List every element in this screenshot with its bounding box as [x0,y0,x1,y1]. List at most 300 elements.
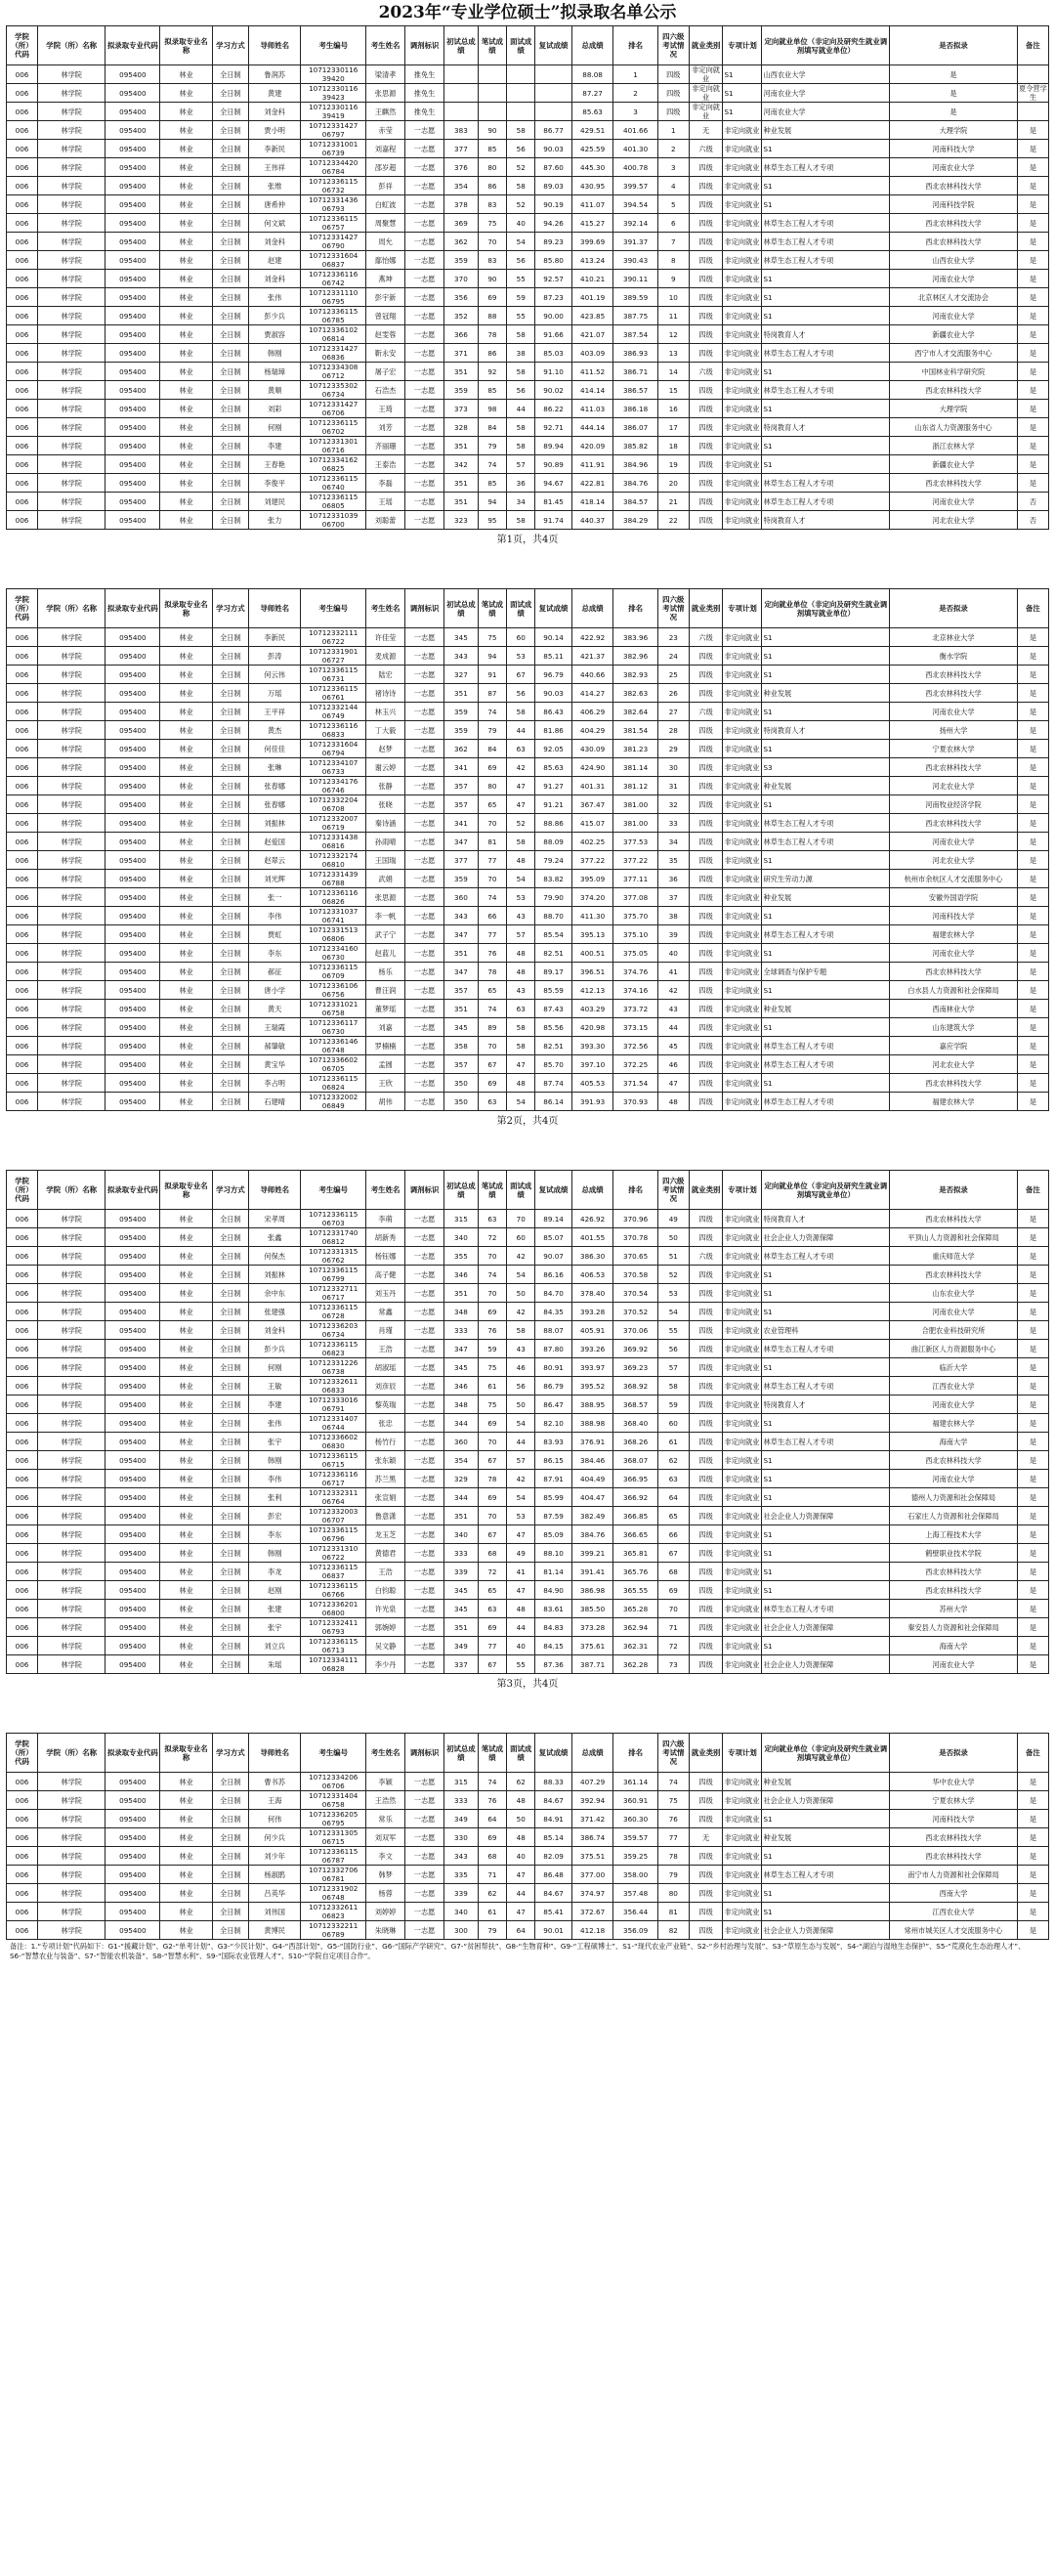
table-cell: 63 [507,740,535,758]
table-cell: 10712333016 06791 [301,1395,366,1414]
table-cell: 406.53 [571,1266,613,1284]
table-cell: 006 [7,511,38,530]
table-cell: 林业 [160,888,212,907]
table-cell: 59 [507,288,535,307]
table-cell: 86 [478,177,506,195]
table-cell: 31 [657,777,689,795]
table-cell: 412.13 [571,981,613,1000]
table-cell: 林业 [160,400,212,418]
table-cell: 四级 [689,493,723,511]
table-cell: 四级 [689,1903,723,1921]
table-cell: 河南科技学院 [890,195,1018,214]
table-cell: S1 [762,1488,890,1507]
table-cell: 69 [478,758,506,777]
table-cell: 74 [478,703,506,721]
table-cell: 四级 [689,1544,723,1563]
table-cell: 一志愿 [405,140,444,158]
table-cell: 53 [507,888,535,907]
table-cell: 366 [444,325,479,344]
table-cell: 林学院 [38,307,106,325]
table-cell: 林业 [160,251,212,270]
table-cell: 28 [657,721,689,740]
table-cell: 006 [7,1266,38,1284]
column-header: 是否拟录 [890,589,1018,628]
table-cell: 095400 [106,1791,160,1810]
table-cell: 全日制 [212,1618,248,1637]
table-cell: 常州市城关区人才交流服务中心 [890,1921,1018,1940]
table-cell: 河南农业大学 [890,493,1018,511]
table-cell: 351 [444,474,479,493]
table-cell: 57 [657,1358,689,1377]
table-cell: 345 [444,628,479,647]
table-cell: 400.51 [571,944,613,963]
table-cell: 非定向就业 [723,474,762,493]
table-cell: 一志愿 [405,1451,444,1470]
table-cell: 47 [507,1866,535,1884]
table-cell: 一志愿 [405,474,444,493]
table-cell: 四级 [689,474,723,493]
table-cell: 095400 [106,251,160,270]
table-cell: 林业 [160,84,212,103]
table-cell: 371.54 [613,1074,657,1093]
table-cell: 341 [444,758,479,777]
table-cell: 非定向就业 [723,1228,762,1247]
table-cell: 河南科技大学 [890,140,1018,158]
table-cell: 非定向就业 [723,455,762,474]
table-cell: S1 [762,1525,890,1544]
table-cell: 10712336115 06761 [301,684,366,703]
table-row [7,1470,1049,1488]
table-cell: 四级 [689,944,723,963]
table-cell: 非定向就业 [723,981,762,1000]
table-cell: 林业 [160,740,212,758]
table-cell: 林学院 [38,1791,106,1810]
table-cell: 四级 [689,1655,723,1674]
table-cell: 刘玉丹 [366,1284,405,1303]
table-row [7,907,1049,925]
table-cell: 377.22 [613,851,657,870]
table-cell: 87.23 [535,288,571,307]
table-cell: 一志愿 [405,1266,444,1284]
table-cell: 林学院 [38,944,106,963]
table-cell: 10712334162 06825 [301,455,366,474]
table-cell: 林学院 [38,1525,106,1544]
table-cell: 10712331037 06741 [301,907,366,925]
table-cell: 白钧聪 [366,1581,405,1600]
table-cell: 全日制 [212,307,248,325]
table-cell: 西北农林科技大学 [890,1210,1018,1228]
table-cell: 四级 [657,103,689,121]
table-cell: 林业 [160,1000,212,1018]
table-cell: 85.07 [535,1228,571,1247]
table-cell: 海南大学 [890,1433,1018,1451]
table-cell: 林草生态工程人才专项 [762,1600,890,1618]
table-cell: 是 [1017,1655,1048,1674]
table-cell: 83 [478,251,506,270]
table-cell: 林学院 [38,1637,106,1655]
table-cell: 非定向就业 [723,1581,762,1600]
table-cell: 10712331436 06793 [301,195,366,214]
table-cell: 刘光辉 [249,870,301,888]
table-cell: 89.14 [535,1210,571,1228]
table-cell: 87.74 [535,1074,571,1093]
column-header: 学习方式 [212,26,248,65]
table-cell: 是 [1017,474,1048,493]
table-cell: 林学院 [38,833,106,851]
table-cell: 王麒然 [366,103,405,121]
table-cell: 林学院 [38,103,106,121]
table-cell: 宋孝周 [249,1210,301,1228]
table-cell: 84.70 [535,1284,571,1303]
table-cell: 78 [478,963,506,981]
table-cell: 69 [478,288,506,307]
table-cell: 095400 [106,325,160,344]
table-cell: 369.23 [613,1358,657,1377]
table-cell: S1 [762,195,890,214]
table-cell: 全日制 [212,493,248,511]
table-cell: 林业 [160,1563,212,1581]
table-cell: 四级 [689,1210,723,1228]
table-cell: 58 [507,363,535,381]
table-cell: 林业 [160,418,212,437]
table-cell: 非定向就业 [723,1847,762,1866]
table-cell: 林学院 [38,963,106,981]
table-cell: 河南科技大学 [890,1810,1018,1828]
table-cell: 刘婷婷 [366,1903,405,1921]
table-cell: 西北农林科技大学 [890,1828,1018,1847]
table-cell: 四级 [689,455,723,474]
table-cell: 81.86 [535,721,571,740]
table-cell: 006 [7,84,38,103]
table-cell: 397.10 [571,1055,613,1074]
table-cell: 林业 [160,158,212,177]
table-cell: 429.51 [571,121,613,140]
table-cell: 六级 [689,703,723,721]
table-cell: 是 [1017,1488,1048,1507]
table-cell: 75 [657,1791,689,1810]
table-cell: 374.16 [613,981,657,1000]
table-cell: 35 [657,851,689,870]
table-cell: 422.81 [571,474,613,493]
table-cell: 杨瑞璋 [249,363,301,381]
table-cell: 社会企业人力资源保障 [762,1791,890,1810]
table-cell: 李东 [249,1525,301,1544]
table-cell: 安徽外国语学院 [890,888,1018,907]
table-cell: 006 [7,1470,38,1488]
table-cell: 是 [1017,1340,1048,1358]
table-cell: 是 [1017,740,1048,758]
table-cell: 是 [1017,1773,1048,1791]
table-cell: 8 [657,251,689,270]
table-cell: 78 [657,1847,689,1866]
table-cell: 四级 [689,1074,723,1093]
table-cell: 006 [7,1507,38,1525]
page-gap [0,1696,1055,1733]
table-cell: 西北农林科技大学 [890,1266,1018,1284]
table-cell: 426.92 [571,1210,613,1228]
table-cell: 351 [444,437,479,455]
table-cell: 006 [7,363,38,381]
table-cell: 胡伟 [366,1093,405,1111]
table-cell: 347 [444,963,479,981]
table-cell: 095400 [106,1037,160,1055]
document-title: 2023年“专业学位硕士”拟录取名单公示 [378,3,677,22]
table-cell: 大理学院 [890,400,1018,418]
table-cell: 80 [657,1884,689,1903]
table-cell: 西北农林科技大学 [890,1847,1018,1866]
table-cell: 10712336602 06830 [301,1433,366,1451]
table-cell: 李颖 [366,1773,405,1791]
table-cell: 94.26 [535,214,571,233]
table-cell: 90.01 [535,1921,571,1940]
table-cell: 孙雨晴 [366,833,405,851]
table-cell: 是 [1017,1866,1048,1884]
table-cell: 361.14 [613,1773,657,1791]
table-cell: 是 [1017,758,1048,777]
table-cell: 52 [657,1266,689,1284]
table-cell: 刘双军 [366,1828,405,1847]
table-cell: 362 [444,740,479,758]
table-cell: 67 [478,1655,506,1674]
table-cell: 全日制 [212,233,248,251]
table-row [7,84,1049,103]
table-cell: 是 [1017,1847,1048,1866]
table-cell: 48 [657,1093,689,1111]
table-row [7,814,1049,833]
table-cell: 扬州大学 [890,721,1018,740]
table-cell: 是 [1017,363,1048,381]
table-cell: 10712336115 06731 [301,665,366,684]
table-cell: 四级 [689,381,723,400]
table-cell: 006 [7,1377,38,1395]
table-cell [478,103,506,121]
table-cell: 一志愿 [405,1321,444,1340]
table-cell: 401.66 [613,121,657,140]
table-cell: 全日制 [212,833,248,851]
pages-container [0,25,1055,1963]
table-row [7,1340,1049,1358]
table-cell: 351 [444,363,479,381]
table-cell: 张伟 [249,1414,301,1433]
table-cell: 非定向就业 [689,65,723,84]
table-cell: 006 [7,1544,38,1563]
table-cell: 一志愿 [405,740,444,758]
table-cell: 10712336115 06732 [301,177,366,195]
table-cell: 林学院 [38,758,106,777]
table-cell: 非定向就业 [723,400,762,418]
table-cell: 401.55 [571,1228,613,1247]
table-cell: 10712336115 06728 [301,1303,366,1321]
table-cell: 329 [444,1470,479,1488]
table-cell: 张宇 [249,1618,301,1637]
column-header: 是否拟录 [890,26,1018,65]
table-cell: 85 [478,381,506,400]
table-cell: 一志愿 [405,1358,444,1377]
table-row [7,833,1049,851]
table-cell: 一志愿 [405,121,444,140]
table-cell: 是 [1017,814,1048,833]
table-cell: 411.07 [571,195,613,214]
table-cell: 095400 [106,1488,160,1507]
table-cell: 55 [657,1321,689,1340]
table-cell: 10712331740 06812 [301,1228,366,1247]
table-cell: 76 [657,1810,689,1828]
table-cell: 新疆农业大学 [890,325,1018,344]
table-cell: 381.00 [613,814,657,833]
table-cell: 林学院 [38,1507,106,1525]
table-cell: 张一 [249,888,301,907]
table-cell: 非定向就业 [723,1000,762,1018]
table-cell: 006 [7,944,38,963]
table-cell: 非定向就业 [723,1866,762,1884]
table-cell: 何云伟 [249,665,301,684]
column-header: 学习方式 [212,1734,248,1773]
table-cell: 395.13 [571,925,613,944]
table-row [7,177,1049,195]
table-row [7,795,1049,814]
table-cell: 40 [507,1637,535,1655]
table-cell: 74 [478,1266,506,1284]
table-cell: 一志愿 [405,233,444,251]
table-cell: 333 [444,1321,479,1340]
table-cell: 一志愿 [405,963,444,981]
table-cell: 全日制 [212,1828,248,1847]
table-cell: 368.92 [613,1377,657,1395]
table-cell: 重庆师范大学 [890,1247,1018,1266]
table-cell: 全日制 [212,511,248,530]
table-cell: 10712336115 06805 [301,493,366,511]
column-header: 导师姓名 [249,26,301,65]
table-cell: S1 [762,437,890,455]
table-cell: 非定向就业 [723,1618,762,1637]
table-cell: 006 [7,1055,38,1074]
table-cell: S1 [762,1414,890,1433]
table-cell: 359.25 [613,1847,657,1866]
table-cell: 林学院 [38,214,106,233]
table-cell: 林业 [160,1866,212,1884]
table-cell: 095400 [106,288,160,307]
table-cell: 76 [478,1321,506,1340]
table-cell: 全日制 [212,270,248,288]
table-cell: 2 [613,84,657,103]
column-header: 考生姓名 [366,1171,405,1210]
table-cell: 赤莹 [366,121,405,140]
table-cell: 杨钰娜 [366,1247,405,1266]
table-cell: 四级 [689,1284,723,1303]
table-cell: 是 [1017,628,1048,647]
table-cell: 006 [7,981,38,1000]
table-cell: 四级 [689,647,723,665]
table-cell: 四级 [689,1470,723,1488]
table-cell: 是 [1017,1093,1048,1111]
table-cell: 临沂大学 [890,1358,1018,1377]
table-cell: 四级 [689,1488,723,1507]
table-cell: 359.57 [613,1828,657,1847]
table-cell: 农业管理科 [762,1321,890,1340]
table-cell: 种业发展 [762,777,890,795]
table-cell: 365.28 [613,1600,657,1618]
table-cell: 095400 [106,270,160,288]
table-cell: 83.61 [535,1600,571,1618]
column-header: 考生编号 [301,589,366,628]
table-cell: 354 [444,177,479,195]
table-cell: 四级 [689,665,723,684]
table-cell: 362.28 [613,1655,657,1674]
table-cell: 一志愿 [405,925,444,944]
column-header: 拟录取专业代码 [106,1734,160,1773]
table-cell: 095400 [106,177,160,195]
table-cell: 25 [657,665,689,684]
table-cell: 384.29 [613,511,657,530]
table-row [7,307,1049,325]
table-cell: 10712331226 06738 [301,1358,366,1377]
table-cell: 006 [7,1303,38,1321]
table-cell: 98 [478,400,506,418]
table-cell: 林学院 [38,740,106,758]
table-cell: 44 [507,1433,535,1451]
table-cell: 一志愿 [405,1093,444,1111]
table-cell: 49 [507,1544,535,1563]
table-cell: 095400 [106,1247,160,1266]
table-cell: 351 [444,1000,479,1018]
table-cell: 77 [657,1828,689,1847]
table-cell: 彭涛 [249,647,301,665]
table-cell: 84.35 [535,1303,571,1321]
table-cell: 林学院 [38,1470,106,1488]
table-cell: 一志愿 [405,158,444,177]
table-cell: 10712332204 06708 [301,795,366,814]
table-cell: 430.95 [571,177,613,195]
table-cell: 非定向就业 [723,1414,762,1433]
table-cell: 344 [444,1488,479,1507]
table-cell: 84.90 [535,1581,571,1600]
column-header: 调剂标识 [405,1734,444,1773]
table-cell: 是 [1017,1247,1048,1266]
table-cell: 85.14 [535,1828,571,1847]
table-cell: 389.59 [613,288,657,307]
table-cell: 384.76 [613,474,657,493]
table-cell [1017,65,1048,84]
table-cell: 006 [7,1340,38,1358]
table-cell: 85.80 [535,251,571,270]
column-header: 定向就业单位（非定向及研究生就业调剂填写就业单位） [762,1171,890,1210]
table-cell: 平顶山人力资源和社会保障局 [890,1228,1018,1247]
table-cell: 白虹波 [366,195,405,214]
table-cell: 62 [507,1773,535,1791]
table-cell: 351 [444,684,479,703]
column-header: 四六级考试情况 [657,589,689,628]
table-cell: 55 [507,1655,535,1674]
table-cell: 88.33 [535,1773,571,1791]
table-cell: 何保杰 [249,1247,301,1266]
table-cell: 全日制 [212,1284,248,1303]
table-cell: 四级 [689,251,723,270]
table-cell: 李建 [249,437,301,455]
table-cell: 10712332003 06707 [301,1507,366,1525]
table-cell: 非定向就业 [723,907,762,925]
table-cell: 非定向就业 [723,1377,762,1395]
table-cell: 林业 [160,777,212,795]
table-cell: 是 [1017,925,1048,944]
table-cell: 58 [507,437,535,455]
table-cell: 75 [478,1395,506,1414]
table-cell: 无 [689,121,723,140]
table-cell: 王瑶 [366,493,405,511]
table-row [7,270,1049,288]
table-cell: 林学院 [38,474,106,493]
table-cell: 095400 [106,195,160,214]
table-cell: 095400 [106,1847,160,1866]
